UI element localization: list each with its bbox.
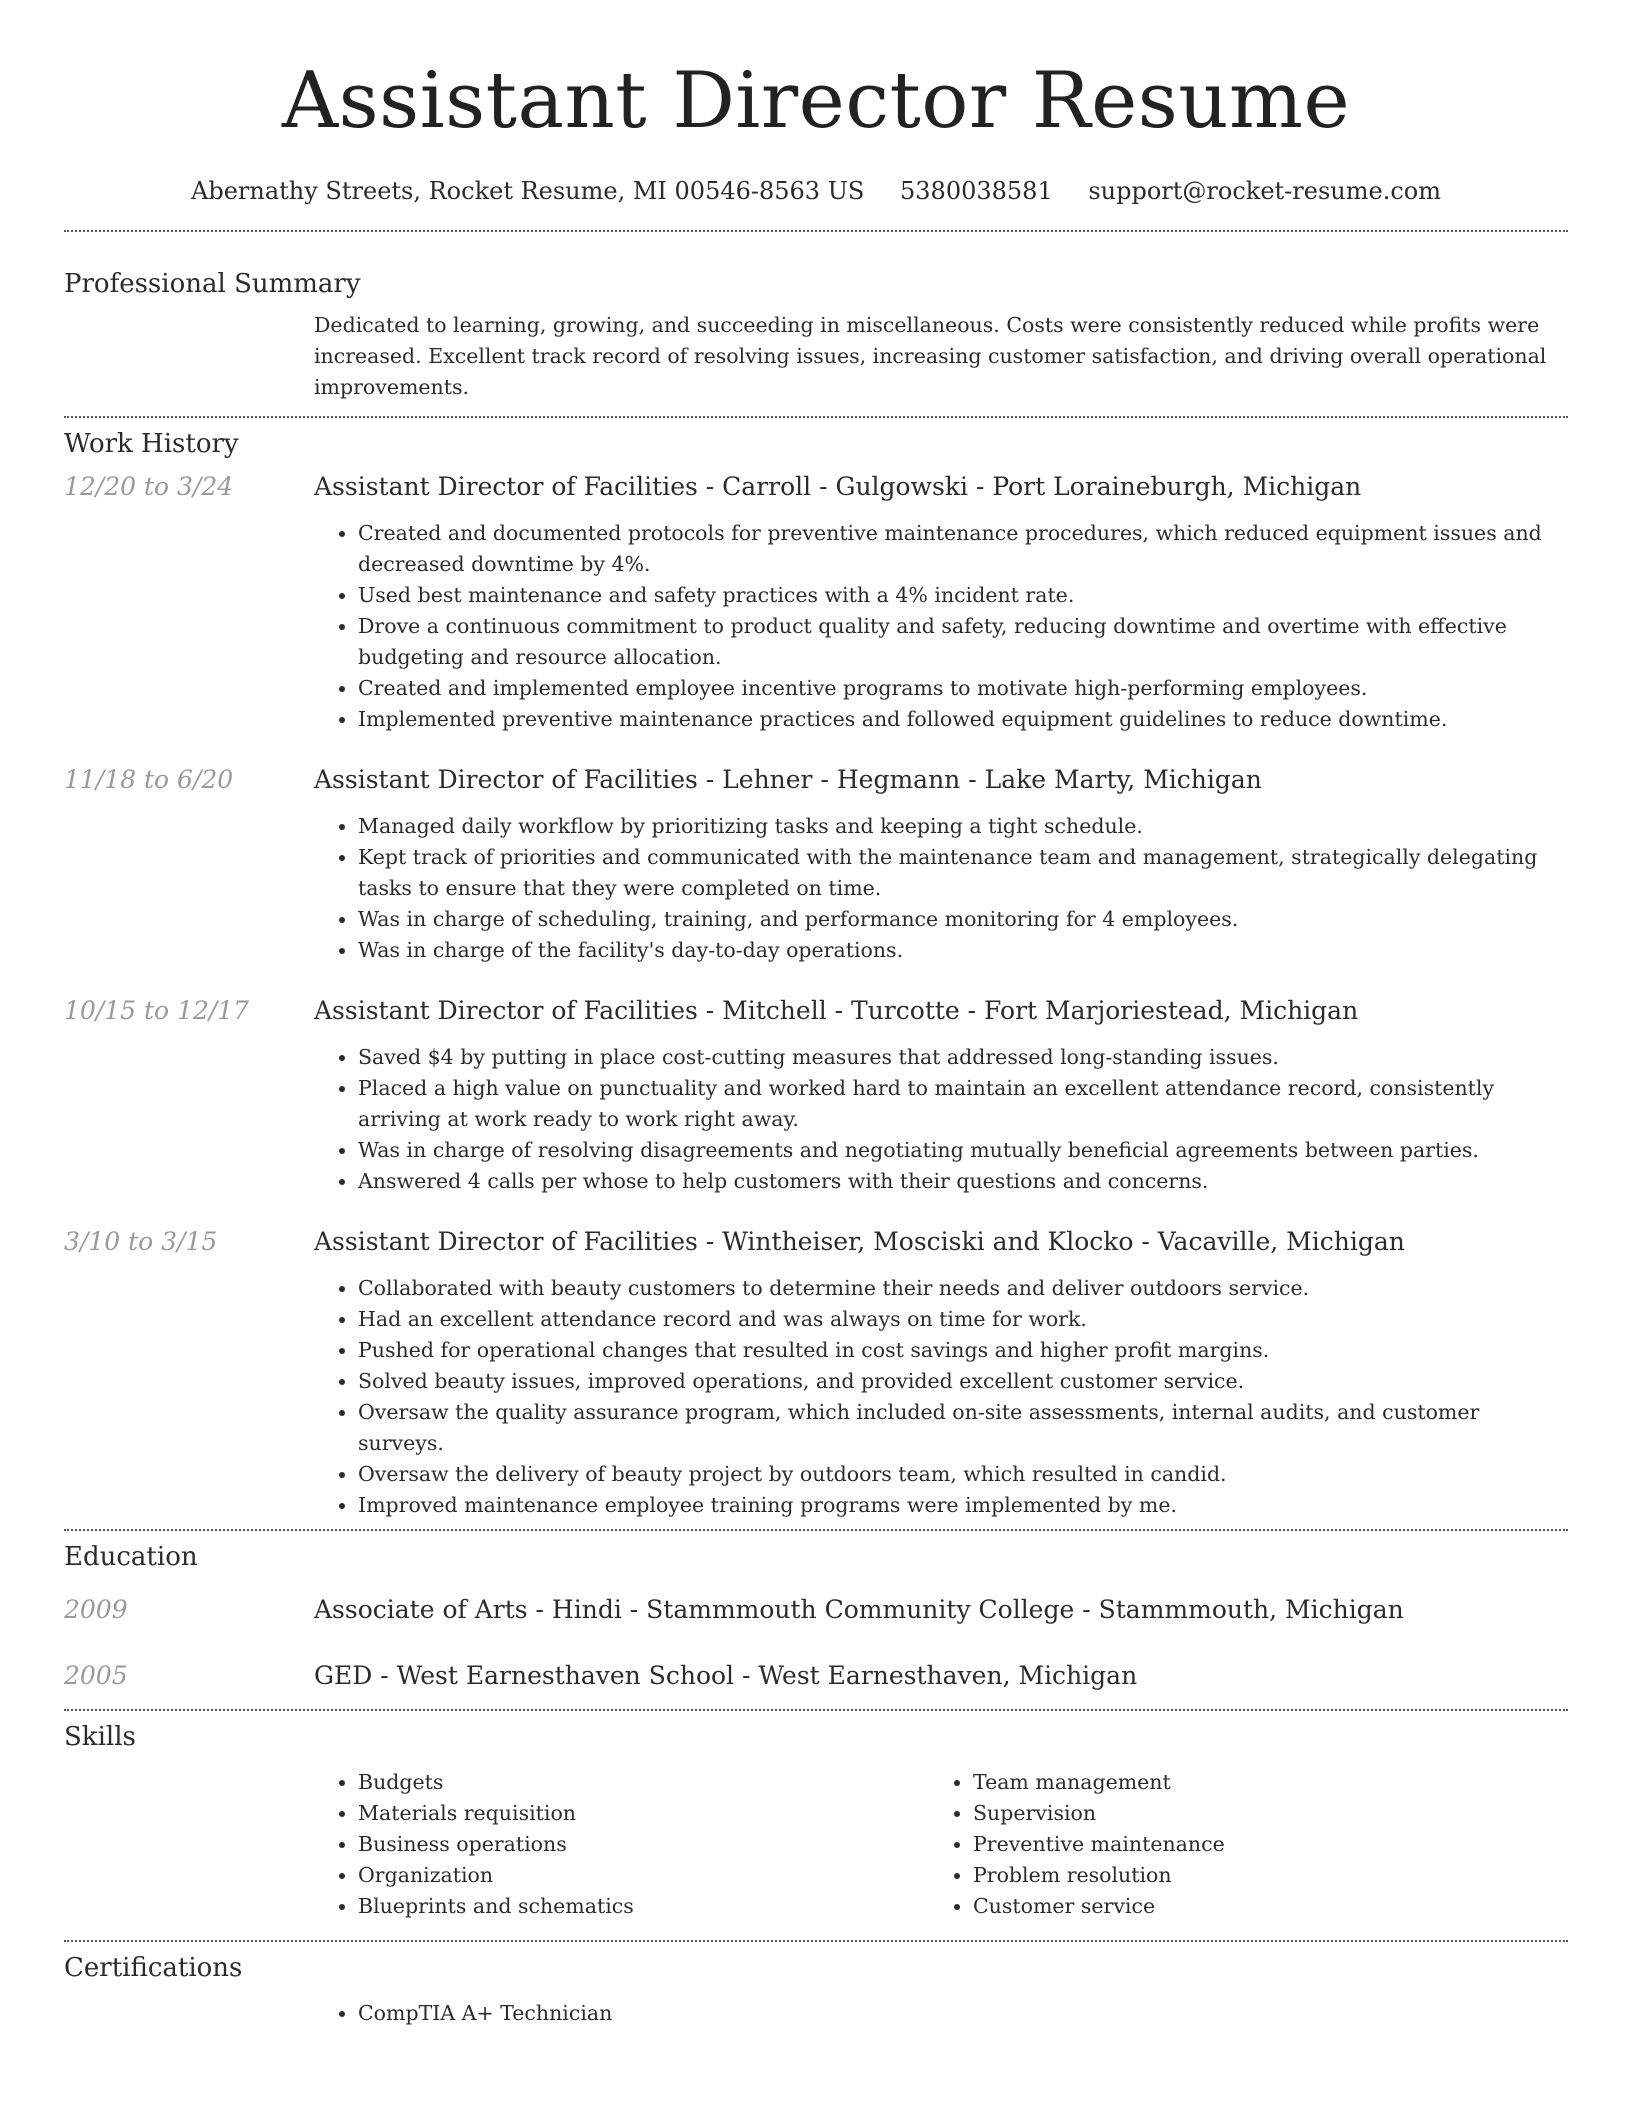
job-body xyxy=(314,763,1568,966)
list-item: • Answered 4 calls per whose to help customers with their questions and concerns. xyxy=(358,1166,1568,1197)
education-body xyxy=(314,1659,1568,1693)
list-item: • Drove a continuous commitment to product quality and safety, reducing downtime and overtime with effective budgeting and resource allocation. xyxy=(358,611,1568,673)
list-item: • Materials requisition xyxy=(358,1798,929,1829)
contact-address: Abernathy Streets, Rocket Resume, MI 00546-8563 US xyxy=(191,177,865,205)
job-body xyxy=(314,1225,1568,1521)
section-title-certifications: Certifications xyxy=(64,1953,243,1983)
list-item: • Solved beauty issues, improved operations, and provided excellent customer service. xyxy=(358,1366,1568,1397)
resume-title: Assistant Director Resume xyxy=(281,56,1351,146)
list-item: • Supervision xyxy=(973,1798,1544,1829)
list-item: • Customer service xyxy=(973,1891,1544,1922)
skills-bullets xyxy=(929,1767,1544,1922)
list-item: • Kept track of priorities and communicated with the maintenance team and management, strategically delegating tasks to ensure that they were completed on time. xyxy=(358,842,1568,904)
education-year: 2005 xyxy=(64,1661,128,1690)
list-item: • Improved maintenance employee training programs were implemented by me. xyxy=(358,1490,1568,1521)
skills-list xyxy=(314,1767,1568,1922)
list-item: • CompTIA A+ Technician xyxy=(358,1998,1568,2029)
education-entry xyxy=(64,1659,1568,1693)
list-item: • Placed a high value on punctuality and worked hard to maintain an excellent attendance record, consistently arriving at work ready to work right away. xyxy=(358,1073,1568,1135)
list-item: • Saved $4 by putting in place cost-cutting measures that addressed long-standing issues. xyxy=(358,1042,1568,1073)
job-entry xyxy=(64,470,1568,735)
list-item: • Was in charge of scheduling, training, and performance monitoring for 4 employees. xyxy=(358,904,1568,935)
section-title-work-history: Work History xyxy=(64,429,239,459)
list-item: • Problem resolution xyxy=(973,1860,1544,1891)
list-item: • Created and implemented employee incentive programs to motivate high-performing employees. xyxy=(358,673,1568,704)
certifications-bullets xyxy=(314,1998,1568,2029)
job-dates: 11/18 to 6/20 xyxy=(64,765,234,794)
job-title: Assistant Director of Facilities - Lehner - Hegmann - Lake Marty, Michigan xyxy=(314,765,1262,794)
job-bullets xyxy=(314,1273,1568,1521)
list-item: • Was in charge of the facility's day-to-day operations. xyxy=(358,935,1568,966)
job-dates: 12/20 to 3/24 xyxy=(64,472,234,501)
divider xyxy=(64,1709,1568,1711)
job-title: Assistant Director of Facilities - Wintheiser, Mosciski and Klocko - Vacaville, Michigan xyxy=(314,1227,1405,1256)
section-title-skills: Skills xyxy=(64,1722,136,1752)
job-entry xyxy=(64,1225,1568,1521)
divider xyxy=(64,1940,1568,1942)
list-item: • Managed daily workflow by prioritizing tasks and keeping a tight schedule. xyxy=(358,811,1568,842)
list-item: • Had an excellent attendance record and was always on time for work. xyxy=(358,1304,1568,1335)
list-item: • Created and documented protocols for preventive maintenance procedures, which reduced equipment issues and decreased downtime by 4%. xyxy=(358,518,1568,580)
list-item: • Collaborated with beauty customers to determine their needs and deliver outdoors service. xyxy=(358,1273,1568,1304)
divider xyxy=(64,416,1568,418)
list-item: • Organization xyxy=(358,1860,929,1891)
job-dates: 3/10 to 3/15 xyxy=(64,1227,218,1256)
contact-email[interactable]: support@rocket-resume.com xyxy=(1088,177,1441,205)
contact-phone: 5380038581 xyxy=(900,177,1053,205)
list-item: • Blueprints and schematics xyxy=(358,1891,929,1922)
education-title: GED - West Earnesthaven School - West Earnesthaven, Michigan xyxy=(314,1661,1138,1690)
list-item: • Budgets xyxy=(358,1767,929,1798)
job-bullets xyxy=(314,518,1568,735)
list-item: • Preventive maintenance xyxy=(973,1829,1544,1860)
summary-text: Dedicated to learning, growing, and succeeding in miscellaneous. Costs were consistently reduced while profits were increased. Excellent track record of resolving issues, increasing customer satisfaction, and driving overall operational improvements. xyxy=(314,313,1547,399)
job-title: Assistant Director of Facilities - Carroll - Gulgowski - Port Loraineburgh, Michigan xyxy=(314,472,1362,501)
certifications-list xyxy=(314,1998,1568,2029)
divider xyxy=(64,230,1568,232)
list-item: • Implemented preventive maintenance practices and followed equipment guidelines to reduce downtime. xyxy=(358,704,1568,735)
job-bullets xyxy=(314,811,1568,966)
list-item: • Oversaw the quality assurance program, which included on-site assessments, internal audits, and customer surveys. xyxy=(358,1397,1568,1459)
job-entry xyxy=(64,994,1568,1197)
skills-column-right xyxy=(929,1767,1544,1922)
list-item: • Team management xyxy=(973,1767,1544,1798)
list-item: • Business operations xyxy=(358,1829,929,1860)
list-item: • Pushed for operational changes that resulted in cost savings and higher profit margins. xyxy=(358,1335,1568,1366)
section-title-summary: Professional Summary xyxy=(64,269,361,299)
job-body xyxy=(314,470,1568,735)
section-title-education: Education xyxy=(64,1542,198,1572)
education-title: Associate of Arts - Hindi - Stammmouth Community College - Stammmouth, Michigan xyxy=(314,1595,1404,1624)
education-entry xyxy=(64,1593,1568,1627)
job-entry xyxy=(64,763,1568,966)
skills-bullets xyxy=(314,1767,929,1922)
list-item: • Used best maintenance and safety practices with a 4% incident rate. xyxy=(358,580,1568,611)
contact-line xyxy=(64,176,1568,206)
divider xyxy=(64,1529,1568,1531)
skills-column-left xyxy=(314,1767,929,1922)
list-item: • Oversaw the delivery of beauty project by outdoors team, which resulted in candid. xyxy=(358,1459,1568,1490)
education-body xyxy=(314,1593,1568,1627)
education-year: 2009 xyxy=(64,1595,128,1624)
job-dates: 10/15 to 12/17 xyxy=(64,996,250,1025)
list-item: • Was in charge of resolving disagreements and negotiating mutually beneficial agreements between parties. xyxy=(358,1135,1568,1166)
job-bullets xyxy=(314,1042,1568,1197)
job-title: Assistant Director of Facilities - Mitchell - Turcotte - Fort Marjoriestead, Michigan xyxy=(314,996,1359,1025)
job-body xyxy=(314,994,1568,1197)
